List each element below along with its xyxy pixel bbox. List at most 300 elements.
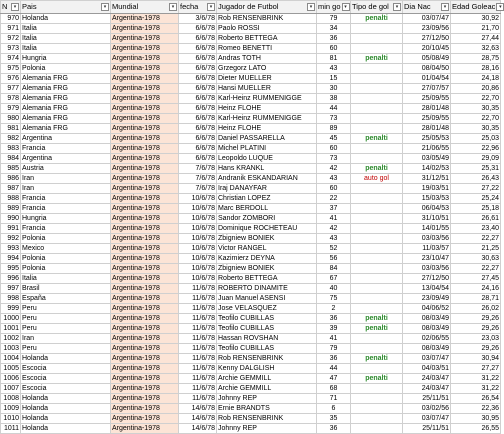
cell-min[interactable]: 34: [317, 24, 351, 34]
cell-min[interactable]: 56: [317, 254, 351, 264]
cell-n[interactable]: 1005: [1, 364, 21, 374]
cell-fecha[interactable]: 6/6/78: [179, 154, 217, 164]
cell-n[interactable]: 993: [1, 244, 21, 254]
cell-nac[interactable]: 08/03/49: [403, 324, 451, 334]
cell-jugador[interactable]: Marc BERDOLL: [217, 204, 317, 214]
filter-dropdown-icon[interactable]: ▾: [169, 3, 177, 11]
cell-min[interactable]: 36: [317, 354, 351, 364]
cell-min[interactable]: 89: [317, 124, 351, 134]
cell-nac[interactable]: 28/01/48: [403, 104, 451, 114]
cell-min[interactable]: 71: [317, 394, 351, 404]
cell-mundial[interactable]: Argentina-1978: [111, 14, 179, 24]
cell-edad[interactable]: 28,71: [451, 294, 501, 304]
cell-n[interactable]: 995: [1, 264, 21, 274]
cell-min[interactable]: 41: [317, 214, 351, 224]
cell-mundial[interactable]: Argentina-1978: [111, 384, 179, 394]
cell-tipo[interactable]: [351, 404, 403, 414]
cell-tipo[interactable]: auto gol: [351, 174, 403, 184]
cell-min[interactable]: 47: [317, 374, 351, 384]
cell-tipo[interactable]: penalti: [351, 14, 403, 24]
cell-pais[interactable]: Brasil: [21, 284, 111, 294]
cell-fecha[interactable]: 11/6/78: [179, 344, 217, 354]
cell-nac[interactable]: 08/04/50: [403, 64, 451, 74]
cell-n[interactable]: 989: [1, 204, 21, 214]
filter-dropdown-icon[interactable]: ▾: [307, 3, 315, 11]
cell-pais[interactable]: Italia: [21, 274, 111, 284]
cell-min[interactable]: 15: [317, 74, 351, 84]
cell-tipo[interactable]: [351, 184, 403, 194]
cell-n[interactable]: 976: [1, 74, 21, 84]
cell-jugador[interactable]: Sandor ZOMBORI: [217, 214, 317, 224]
cell-fecha[interactable]: 10/6/78: [179, 234, 217, 244]
cell-mundial[interactable]: Argentina-1978: [111, 74, 179, 84]
cell-mundial[interactable]: Argentina-1978: [111, 344, 179, 354]
cell-fecha[interactable]: 10/6/78: [179, 194, 217, 204]
cell-n[interactable]: 981: [1, 124, 21, 134]
cell-n[interactable]: 996: [1, 274, 21, 284]
cell-min[interactable]: 44: [317, 104, 351, 114]
cell-edad[interactable]: 26,43: [451, 174, 501, 184]
cell-jugador[interactable]: Paolo ROSSI: [217, 24, 317, 34]
cell-n[interactable]: 972: [1, 34, 21, 44]
cell-jugador[interactable]: Leopoldo LUQUE: [217, 154, 317, 164]
cell-jugador[interactable]: Juan Manuel ASENSI: [217, 294, 317, 304]
cell-jugador[interactable]: Dieter MUELLER: [217, 74, 317, 84]
cell-tipo[interactable]: [351, 24, 403, 34]
cell-jugador[interactable]: Rob RENSENBRINK: [217, 14, 317, 24]
cell-tipo[interactable]: [351, 84, 403, 94]
cell-tipo[interactable]: penalti: [351, 374, 403, 384]
cell-n[interactable]: 987: [1, 184, 21, 194]
cell-pais[interactable]: Holanda: [21, 354, 111, 364]
cell-tipo[interactable]: penalti: [351, 314, 403, 324]
cell-nac[interactable]: 25/09/55: [403, 114, 451, 124]
cell-nac[interactable]: 08/03/49: [403, 344, 451, 354]
cell-mundial[interactable]: Argentina-1978: [111, 374, 179, 384]
cell-n[interactable]: 1007: [1, 384, 21, 394]
cell-jugador[interactable]: Teofilo CUBILLAS: [217, 324, 317, 334]
cell-pais[interactable]: Peru: [21, 314, 111, 324]
cell-min[interactable]: 44: [317, 364, 351, 374]
cell-fecha[interactable]: 10/6/78: [179, 224, 217, 234]
cell-edad[interactable]: 26,55: [451, 424, 501, 434]
cell-min[interactable]: 36: [317, 34, 351, 44]
cell-tipo[interactable]: [351, 254, 403, 264]
cell-mundial[interactable]: Argentina-1978: [111, 94, 179, 104]
cell-min[interactable]: 43: [317, 234, 351, 244]
cell-nac[interactable]: 25/11/51: [403, 394, 451, 404]
cell-nac[interactable]: 14/02/53: [403, 164, 451, 174]
cell-pais[interactable]: Argentina: [21, 154, 111, 164]
cell-n[interactable]: 1002: [1, 334, 21, 344]
cell-jugador[interactable]: Romeo BENETTI: [217, 44, 317, 54]
cell-nac[interactable]: 25/09/55: [403, 94, 451, 104]
cell-pais[interactable]: Holanda: [21, 404, 111, 414]
filter-dropdown-icon[interactable]: ▾: [207, 3, 215, 11]
cell-fecha[interactable]: 6/6/78: [179, 34, 217, 44]
cell-fecha[interactable]: 6/6/78: [179, 54, 217, 64]
cell-edad[interactable]: 27,22: [451, 184, 501, 194]
cell-n[interactable]: 979: [1, 104, 21, 114]
cell-fecha[interactable]: 3/6/78: [179, 14, 217, 24]
cell-jugador[interactable]: Karl-Heinz RUMMENIGGE: [217, 114, 317, 124]
cell-jugador[interactable]: Heinz FLOHE: [217, 124, 317, 134]
cell-tipo[interactable]: [351, 284, 403, 294]
cell-pais[interactable]: Iran: [21, 334, 111, 344]
cell-tipo[interactable]: [351, 154, 403, 164]
filter-dropdown-icon[interactable]: ▾: [101, 3, 109, 11]
cell-jugador[interactable]: Jose VELASQUEZ: [217, 304, 317, 314]
cell-fecha[interactable]: 10/6/78: [179, 244, 217, 254]
cell-fecha[interactable]: 11/6/78: [179, 394, 217, 404]
cell-edad[interactable]: 30,35: [451, 124, 501, 134]
cell-jugador[interactable]: Andras TOTH: [217, 54, 317, 64]
cell-tipo[interactable]: [351, 44, 403, 54]
cell-tipo[interactable]: [351, 264, 403, 274]
cell-pais[interactable]: Alemania FRG: [21, 104, 111, 114]
cell-fecha[interactable]: 10/6/78: [179, 214, 217, 224]
cell-mundial[interactable]: Argentina-1978: [111, 124, 179, 134]
cell-tipo[interactable]: [351, 244, 403, 254]
cell-n[interactable]: 980: [1, 114, 21, 124]
cell-n[interactable]: 1006: [1, 374, 21, 384]
cell-jugador[interactable]: Andranik ESKANDARIAN: [217, 174, 317, 184]
cell-jugador[interactable]: Teofilo CUBILLAS: [217, 344, 317, 354]
cell-jugador[interactable]: ROBERTO DINAMITE: [217, 284, 317, 294]
cell-min[interactable]: 81: [317, 54, 351, 64]
cell-n[interactable]: 997: [1, 284, 21, 294]
cell-pais[interactable]: Polonia: [21, 264, 111, 274]
cell-tipo[interactable]: [351, 364, 403, 374]
cell-tipo[interactable]: [351, 34, 403, 44]
cell-jugador[interactable]: Rob RENSENBRINK: [217, 354, 317, 364]
cell-tipo[interactable]: [351, 114, 403, 124]
cell-min[interactable]: 2: [317, 304, 351, 314]
cell-tipo[interactable]: [351, 104, 403, 114]
cell-pais[interactable]: Peru: [21, 324, 111, 334]
cell-fecha[interactable]: 11/6/78: [179, 284, 217, 294]
cell-nac[interactable]: 01/04/54: [403, 74, 451, 84]
cell-pais[interactable]: Alemania FRG: [21, 84, 111, 94]
cell-pais[interactable]: Francia: [21, 194, 111, 204]
cell-fecha[interactable]: 6/6/78: [179, 104, 217, 114]
header-min[interactable]: min go ▾: [317, 1, 351, 14]
cell-nac[interactable]: 31/12/51: [403, 174, 451, 184]
cell-min[interactable]: 30: [317, 84, 351, 94]
cell-edad[interactable]: 23,03: [451, 334, 501, 344]
cell-min[interactable]: 60: [317, 44, 351, 54]
cell-pais[interactable]: Holanda: [21, 414, 111, 424]
cell-jugador[interactable]: Teofilo CUBILLAS: [217, 314, 317, 324]
cell-min[interactable]: 75: [317, 294, 351, 304]
cell-edad[interactable]: 28,16: [451, 64, 501, 74]
cell-mundial[interactable]: Argentina-1978: [111, 194, 179, 204]
cell-nac[interactable]: 23/10/47: [403, 254, 451, 264]
header-pais[interactable]: Pais ▾: [21, 1, 111, 14]
cell-edad[interactable]: 20,86: [451, 84, 501, 94]
cell-edad[interactable]: 29,26: [451, 314, 501, 324]
cell-jugador[interactable]: Ernie BRANDTS: [217, 404, 317, 414]
cell-nac[interactable]: 25/05/53: [403, 134, 451, 144]
header-mundial[interactable]: Mundial ▾: [111, 1, 179, 14]
filter-dropdown-icon[interactable]: ▾: [441, 3, 449, 11]
cell-edad[interactable]: 32,63: [451, 44, 501, 54]
cell-jugador[interactable]: Zbigniew BONIEK: [217, 234, 317, 244]
cell-mundial[interactable]: Argentina-1978: [111, 104, 179, 114]
cell-mundial[interactable]: Argentina-1978: [111, 164, 179, 174]
cell-edad[interactable]: 25,18: [451, 204, 501, 214]
cell-min[interactable]: 6: [317, 404, 351, 414]
cell-pais[interactable]: España: [21, 294, 111, 304]
cell-pais[interactable]: Holanda: [21, 424, 111, 434]
cell-tipo[interactable]: [351, 214, 403, 224]
cell-mundial[interactable]: Argentina-1978: [111, 84, 179, 94]
cell-fecha[interactable]: 11/6/78: [179, 364, 217, 374]
cell-fecha[interactable]: 6/6/78: [179, 84, 217, 94]
cell-nac[interactable]: 03/07/47: [403, 414, 451, 424]
cell-nac[interactable]: 02/06/55: [403, 334, 451, 344]
cell-edad[interactable]: 30,63: [451, 254, 501, 264]
cell-min[interactable]: 84: [317, 264, 351, 274]
cell-nac[interactable]: 15/03/53: [403, 194, 451, 204]
cell-jugador[interactable]: Archie GEMMILL: [217, 374, 317, 384]
cell-pais[interactable]: Alemania FRG: [21, 74, 111, 84]
cell-jugador[interactable]: Roberto BETTEGA: [217, 34, 317, 44]
cell-pais[interactable]: Hungria: [21, 214, 111, 224]
cell-pais[interactable]: Francia: [21, 204, 111, 214]
cell-n[interactable]: 988: [1, 194, 21, 204]
cell-nac[interactable]: 04/06/52: [403, 304, 451, 314]
cell-pais[interactable]: Polonia: [21, 254, 111, 264]
filter-dropdown-icon[interactable]: ▾: [342, 3, 350, 11]
cell-n[interactable]: 973: [1, 44, 21, 54]
cell-edad[interactable]: 30,92: [451, 14, 501, 24]
cell-tipo[interactable]: [351, 304, 403, 314]
cell-nac[interactable]: 03/02/56: [403, 404, 451, 414]
cell-fecha[interactable]: 11/6/78: [179, 384, 217, 394]
cell-min[interactable]: 39: [317, 324, 351, 334]
cell-edad[interactable]: 24,16: [451, 284, 501, 294]
cell-pais[interactable]: Peru: [21, 344, 111, 354]
cell-edad[interactable]: 30,95: [451, 414, 501, 424]
cell-nac[interactable]: 24/03/47: [403, 384, 451, 394]
cell-pais[interactable]: Francia: [21, 224, 111, 234]
cell-mundial[interactable]: Argentina-1978: [111, 64, 179, 74]
cell-mundial[interactable]: Argentina-1978: [111, 144, 179, 154]
cell-jugador[interactable]: Daniel PASSARELLA: [217, 134, 317, 144]
cell-mundial[interactable]: Argentina-1978: [111, 274, 179, 284]
cell-mundial[interactable]: Argentina-1978: [111, 334, 179, 344]
cell-edad[interactable]: 25,24: [451, 194, 501, 204]
cell-fecha[interactable]: 14/6/78: [179, 404, 217, 414]
cell-tipo[interactable]: penalti: [351, 134, 403, 144]
cell-mundial[interactable]: Argentina-1978: [111, 224, 179, 234]
cell-edad[interactable]: 30,94: [451, 354, 501, 364]
cell-edad[interactable]: 26,54: [451, 394, 501, 404]
cell-edad[interactable]: 30,35: [451, 104, 501, 114]
cell-edad[interactable]: 26,02: [451, 304, 501, 314]
cell-nac[interactable]: 05/08/49: [403, 54, 451, 64]
cell-edad[interactable]: 22,27: [451, 234, 501, 244]
cell-nac[interactable]: 14/01/55: [403, 224, 451, 234]
cell-edad[interactable]: 23,40: [451, 224, 501, 234]
cell-n[interactable]: 1010: [1, 414, 21, 424]
cell-n[interactable]: 975: [1, 64, 21, 74]
cell-n[interactable]: 985: [1, 164, 21, 174]
cell-edad[interactable]: 27,44: [451, 34, 501, 44]
cell-edad[interactable]: 25,31: [451, 164, 501, 174]
cell-mundial[interactable]: Argentina-1978: [111, 24, 179, 34]
cell-min[interactable]: 38: [317, 94, 351, 104]
cell-n[interactable]: 1001: [1, 324, 21, 334]
cell-tipo[interactable]: penalti: [351, 54, 403, 64]
cell-pais[interactable]: Escocia: [21, 374, 111, 384]
cell-mundial[interactable]: Argentina-1978: [111, 234, 179, 244]
cell-tipo[interactable]: [351, 424, 403, 434]
cell-jugador[interactable]: Victor RANGEL: [217, 244, 317, 254]
cell-min[interactable]: 36: [317, 314, 351, 324]
cell-pais[interactable]: Mexico: [21, 244, 111, 254]
cell-edad[interactable]: 29,26: [451, 324, 501, 334]
cell-mundial[interactable]: Argentina-1978: [111, 394, 179, 404]
cell-pais[interactable]: Holanda: [21, 394, 111, 404]
cell-mundial[interactable]: Argentina-1978: [111, 134, 179, 144]
cell-min[interactable]: 60: [317, 144, 351, 154]
cell-edad[interactable]: 28,75: [451, 54, 501, 64]
cell-tipo[interactable]: [351, 124, 403, 134]
cell-nac[interactable]: 04/03/51: [403, 364, 451, 374]
cell-mundial[interactable]: Argentina-1978: [111, 114, 179, 124]
cell-nac[interactable]: 08/03/49: [403, 314, 451, 324]
cell-jugador[interactable]: Kazimierz DEYNA: [217, 254, 317, 264]
cell-tipo[interactable]: penalti: [351, 164, 403, 174]
cell-edad[interactable]: 27,45: [451, 274, 501, 284]
cell-fecha[interactable]: 6/6/78: [179, 74, 217, 84]
cell-fecha[interactable]: 6/6/78: [179, 124, 217, 134]
cell-fecha[interactable]: 6/6/78: [179, 94, 217, 104]
cell-fecha[interactable]: 11/6/78: [179, 294, 217, 304]
filter-dropdown-icon[interactable]: ▾: [11, 3, 19, 11]
cell-pais[interactable]: Iran: [21, 174, 111, 184]
cell-n[interactable]: 971: [1, 24, 21, 34]
cell-fecha[interactable]: 14/6/78: [179, 424, 217, 434]
cell-jugador[interactable]: Karl-Heinz RUMMENIGGE: [217, 94, 317, 104]
cell-nac[interactable]: 28/01/48: [403, 124, 451, 134]
cell-n[interactable]: 992: [1, 234, 21, 244]
cell-min[interactable]: 40: [317, 284, 351, 294]
cell-pais[interactable]: Hungria: [21, 54, 111, 64]
cell-edad[interactable]: 25,03: [451, 134, 501, 144]
cell-mundial[interactable]: Argentina-1978: [111, 154, 179, 164]
cell-fecha[interactable]: 10/6/78: [179, 204, 217, 214]
cell-edad[interactable]: 22,36: [451, 404, 501, 414]
cell-tipo[interactable]: [351, 64, 403, 74]
cell-edad[interactable]: 22,27: [451, 264, 501, 274]
filter-dropdown-icon[interactable]: ▾: [393, 3, 401, 11]
cell-n[interactable]: 978: [1, 94, 21, 104]
cell-min[interactable]: 43: [317, 64, 351, 74]
cell-edad[interactable]: 29,26: [451, 344, 501, 354]
cell-n[interactable]: 983: [1, 144, 21, 154]
cell-nac[interactable]: 03/03/56: [403, 234, 451, 244]
cell-jugador[interactable]: Heinz FLOHE: [217, 104, 317, 114]
cell-edad[interactable]: 27,27: [451, 364, 501, 374]
cell-min[interactable]: 79: [317, 14, 351, 24]
cell-mundial[interactable]: Argentina-1978: [111, 414, 179, 424]
cell-fecha[interactable]: 6/6/78: [179, 134, 217, 144]
cell-mundial[interactable]: Argentina-1978: [111, 314, 179, 324]
cell-n[interactable]: 998: [1, 294, 21, 304]
cell-pais[interactable]: Escocia: [21, 364, 111, 374]
cell-jugador[interactable]: Kenny DALGLISH: [217, 364, 317, 374]
cell-tipo[interactable]: [351, 274, 403, 284]
cell-jugador[interactable]: Iraj DANAYFAR: [217, 184, 317, 194]
cell-min[interactable]: 41: [317, 334, 351, 344]
cell-min[interactable]: 68: [317, 384, 351, 394]
cell-mundial[interactable]: Argentina-1978: [111, 174, 179, 184]
header-nac[interactable]: Dia Nac ▾: [403, 1, 451, 14]
cell-n[interactable]: 990: [1, 214, 21, 224]
cell-n[interactable]: 999: [1, 304, 21, 314]
cell-fecha[interactable]: 10/6/78: [179, 254, 217, 264]
cell-mundial[interactable]: Argentina-1978: [111, 244, 179, 254]
cell-pais[interactable]: Alemania FRG: [21, 114, 111, 124]
cell-min[interactable]: 67: [317, 274, 351, 284]
cell-n[interactable]: 1000: [1, 314, 21, 324]
cell-mundial[interactable]: Argentina-1978: [111, 254, 179, 264]
cell-nac[interactable]: 24/03/47: [403, 374, 451, 384]
cell-tipo[interactable]: [351, 74, 403, 84]
cell-tipo[interactable]: penalti: [351, 354, 403, 364]
cell-jugador[interactable]: Grzegorz LATO: [217, 64, 317, 74]
cell-pais[interactable]: Peru: [21, 304, 111, 314]
cell-n[interactable]: 1009: [1, 404, 21, 414]
cell-fecha[interactable]: 7/6/78: [179, 164, 217, 174]
cell-min[interactable]: 37: [317, 204, 351, 214]
header-fecha[interactable]: fecha ▾: [179, 1, 217, 14]
header-edad[interactable]: Edad Goleac ▾: [451, 1, 501, 14]
header-tipo[interactable]: Tipo de gol ▾: [351, 1, 403, 14]
cell-n[interactable]: 984: [1, 154, 21, 164]
cell-fecha[interactable]: 10/6/78: [179, 274, 217, 284]
cell-n[interactable]: 994: [1, 254, 21, 264]
cell-nac[interactable]: 23/09/49: [403, 294, 451, 304]
cell-pais[interactable]: Alemania FRG: [21, 94, 111, 104]
cell-n[interactable]: 1008: [1, 394, 21, 404]
filter-dropdown-icon[interactable]: ▾: [496, 3, 504, 11]
cell-fecha[interactable]: 6/6/78: [179, 44, 217, 54]
cell-fecha[interactable]: 7/6/78: [179, 174, 217, 184]
cell-fecha[interactable]: 11/6/78: [179, 374, 217, 384]
cell-min[interactable]: 22: [317, 194, 351, 204]
cell-nac[interactable]: 27/12/50: [403, 274, 451, 284]
cell-nac[interactable]: 03/07/47: [403, 354, 451, 364]
cell-n[interactable]: 970: [1, 14, 21, 24]
header-n[interactable]: N ▾: [1, 1, 21, 14]
cell-min[interactable]: 60: [317, 184, 351, 194]
cell-pais[interactable]: Alemania FRG: [21, 124, 111, 134]
cell-edad[interactable]: 31,22: [451, 384, 501, 394]
cell-pais[interactable]: Italia: [21, 44, 111, 54]
cell-mundial[interactable]: Argentina-1978: [111, 284, 179, 294]
cell-nac[interactable]: 19/03/51: [403, 184, 451, 194]
cell-tipo[interactable]: [351, 144, 403, 154]
cell-nac[interactable]: 27/07/57: [403, 84, 451, 94]
cell-nac[interactable]: 13/04/54: [403, 284, 451, 294]
cell-pais[interactable]: Argentina: [21, 134, 111, 144]
cell-fecha[interactable]: 11/6/78: [179, 354, 217, 364]
cell-n[interactable]: 1004: [1, 354, 21, 364]
